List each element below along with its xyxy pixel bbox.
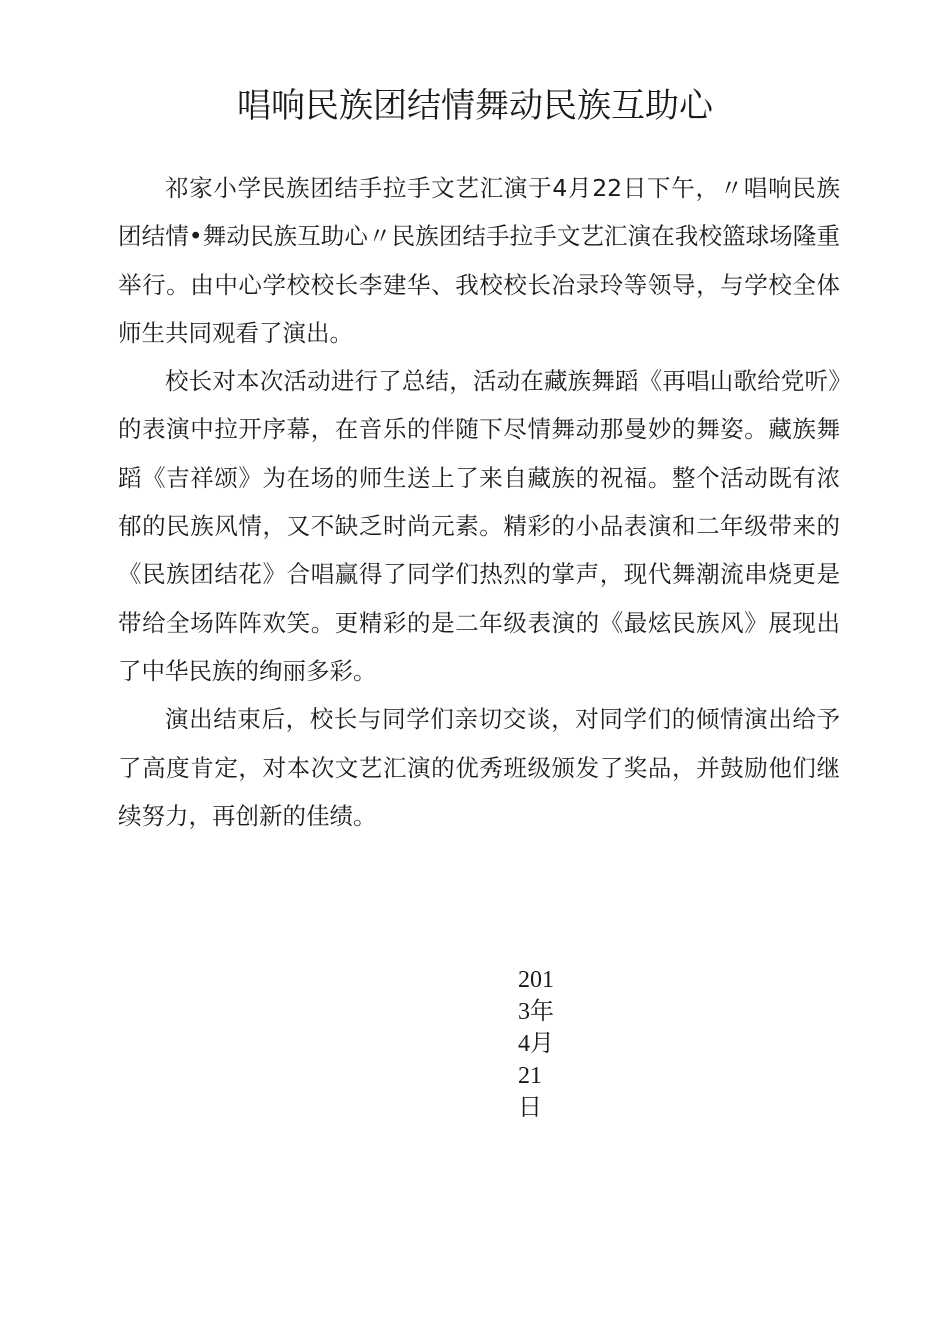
paragraph-3: 演出结束后，校长与同学们亲切交谈，对同学们的倾情演出给予了高度肯定，对本次文艺汇演的优秀班级颁发了奖品，并鼓励他们继续努力，再创新的佳绩。 — [118, 705, 840, 830]
paragraph-2: 校长对本次活动进行了总结，活动在藏族舞蹈《再唱山歌给党听》的表演中拉开序幕，在音乐的伴随下尽情舞动那曼妙的舞姿。藏族舞蹈《吉祥颂》为在场的师生送上了来自藏族的祝福。整个活动既有浓郁的民族风情，又不缺乏时尚元素。精彩的小品表演和二年级带来的《民族团结花》合唱赢得了同学们热烈的掌声，现代舞潮流串烧更是带给全场阵阵欢笑。更精彩的是二年级表演的《最炫民族风》展现出了中华民族的绚丽多彩。 — [118, 367, 840, 685]
paragraph-1: 祁家小学民族团结手拉手文艺汇演于4月22日下午，〃唱响民族团结情•舞动民族互助心〃民族团结手拉手文艺汇演在我校篮球场隆重举行。由中心学校校长李建华、我校校长冶录玲等领导，与学校全体师生共同观看了演出。 — [118, 174, 840, 347]
document-date: 201 3年 4月 21 日 — [518, 967, 554, 1121]
document-title: 唱响民族团结情舞动民族互助心 — [237, 86, 713, 126]
document-body — [118, 164, 840, 840]
